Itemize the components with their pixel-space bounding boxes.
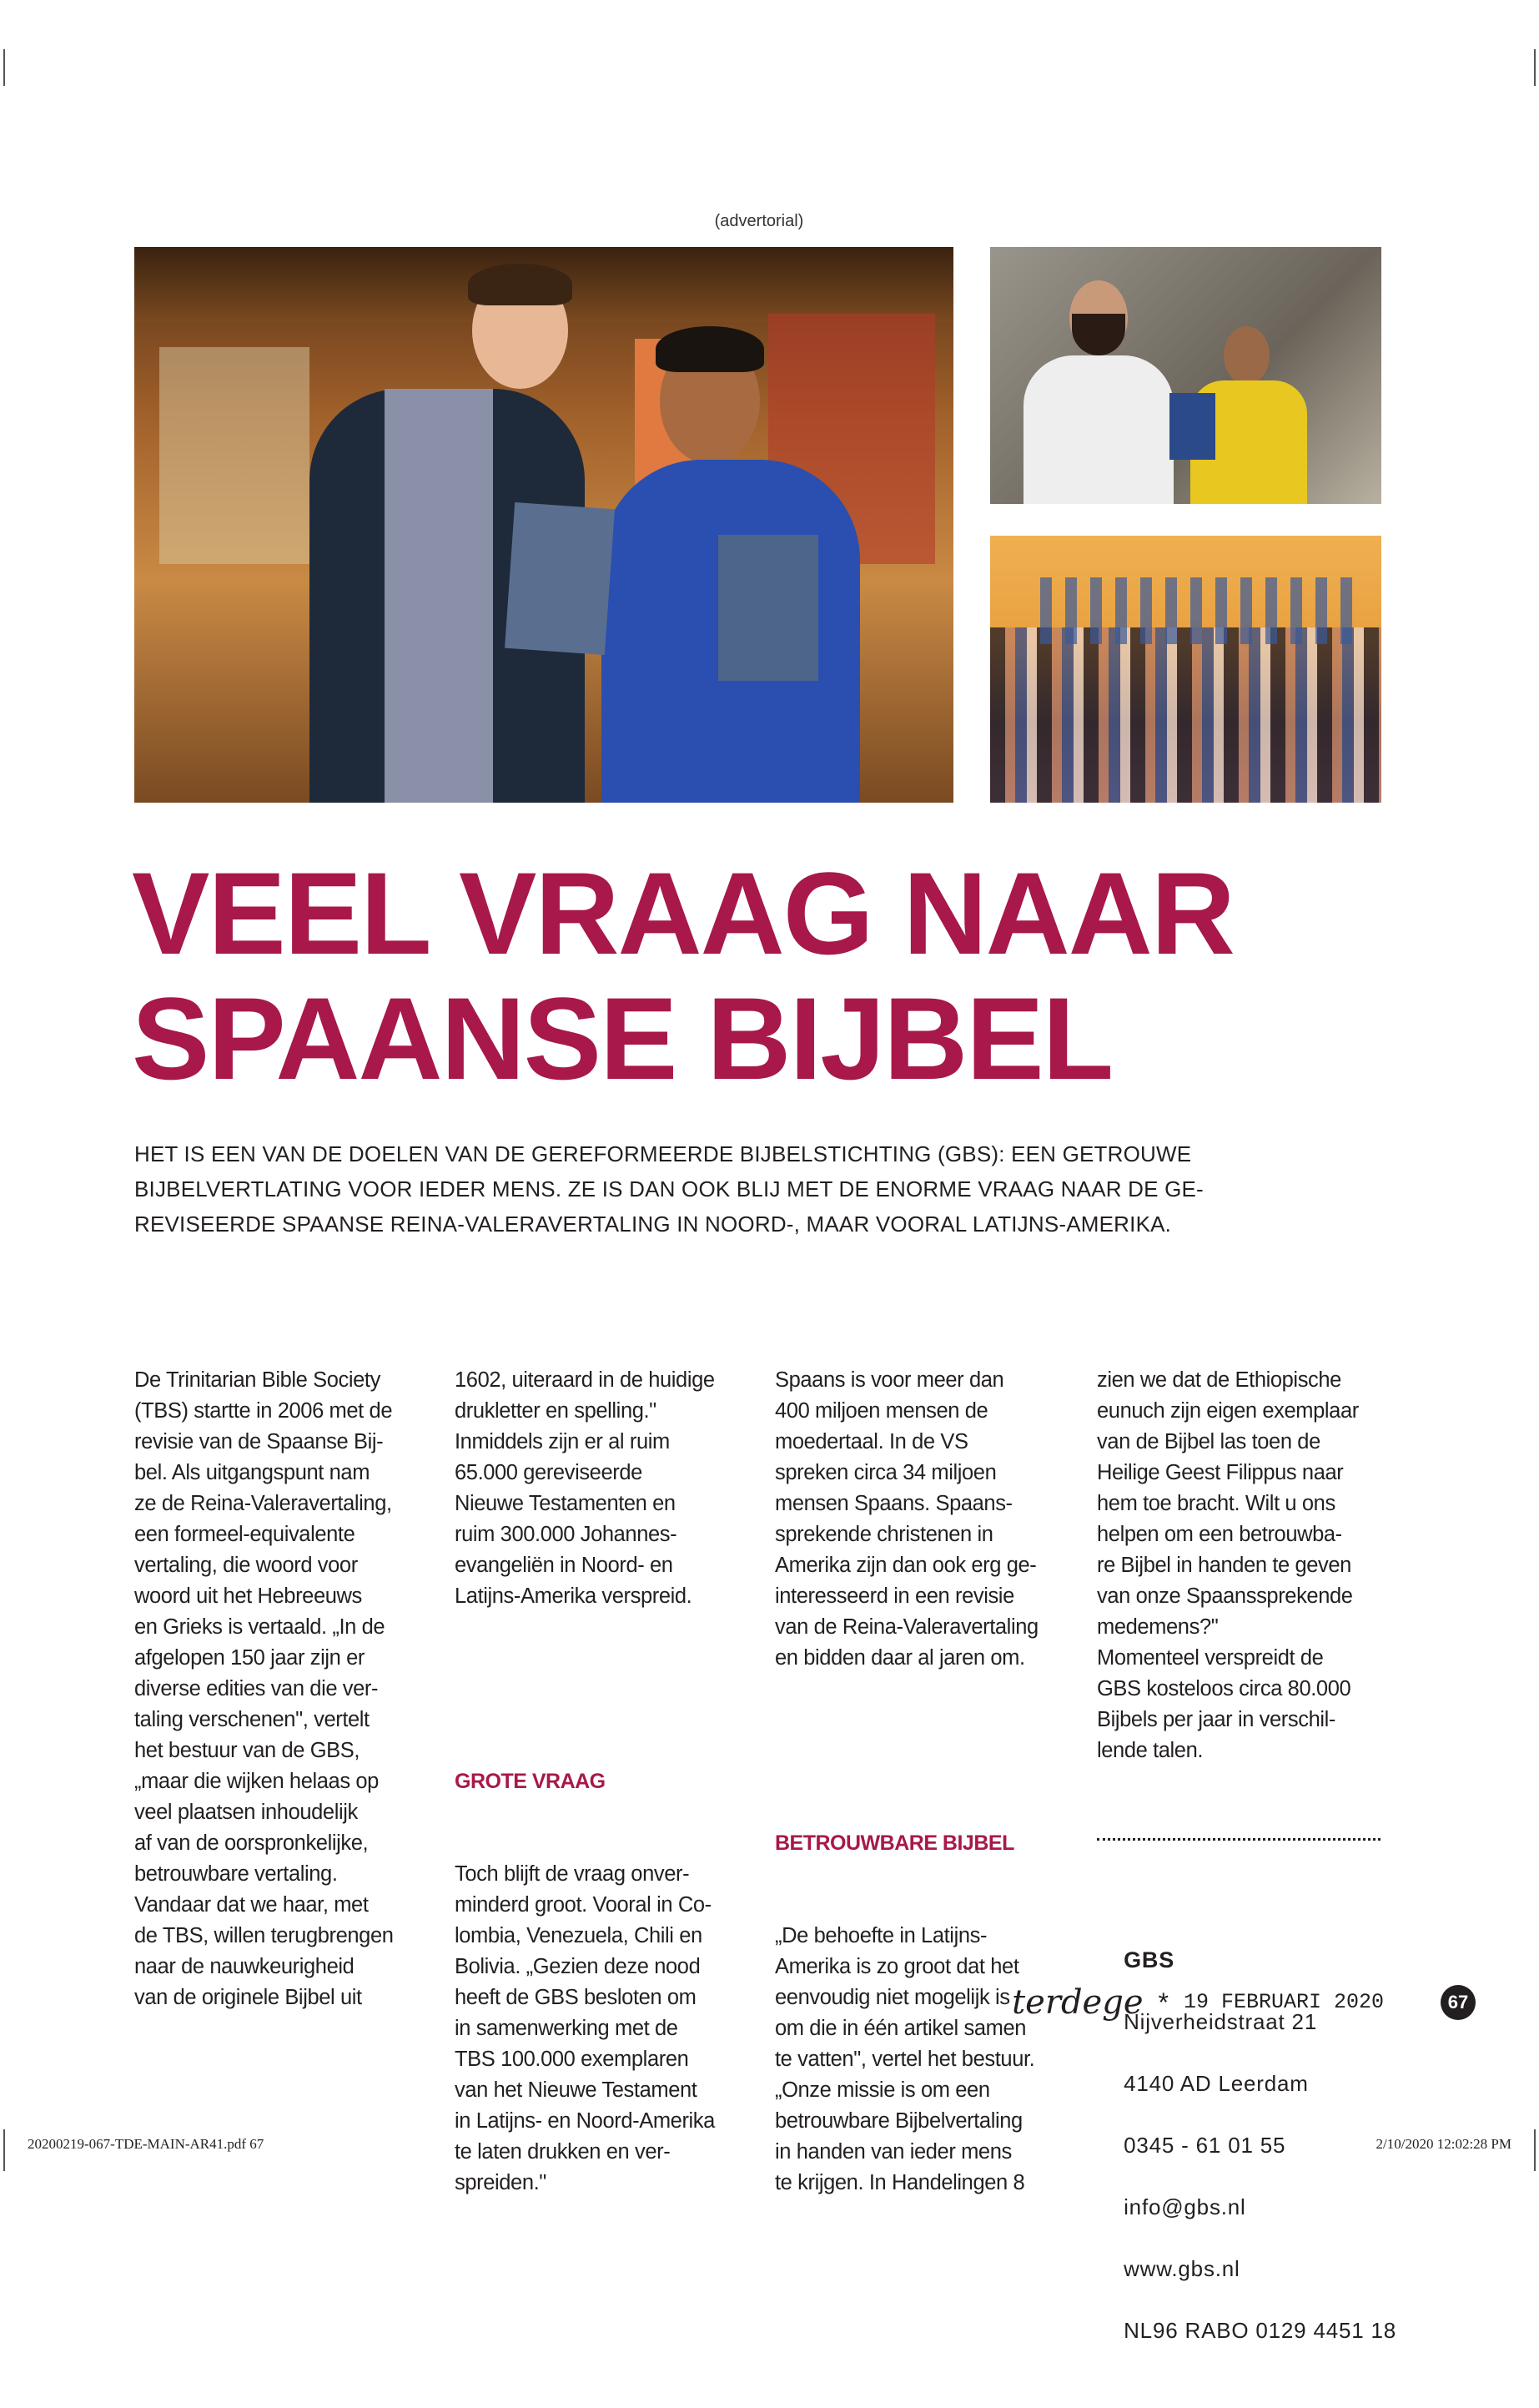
contact-city: 4140 AD Leerdam bbox=[1124, 2071, 1309, 2096]
print-slug-filename: 20200219-067-TDE-MAIN-AR41.pdf 67 bbox=[28, 2136, 264, 2152]
print-slug-timestamp: 2/10/2020 12:02:28 PM bbox=[1376, 2136, 1511, 2152]
crop-mark bbox=[1534, 2129, 1536, 2171]
article-intro: HET IS EEN VAN DE DOELEN VAN DE GEREFORMEERDE BIJBELSTICHTING (GBS): EEN GETROUWE BIJBELVERTLATING VOOR IEDER MENS. ZE IS DAN OOK BLIJ MET DE ENORME VRAAG NAAR DE GE- REVISEERDE SPAANSE REINA-VALERAVERTALING IN NOORD-, MAAR VOORAL LATIJNS-AMERIKA. bbox=[134, 1141, 1204, 1237]
contact-phone: 0345 - 61 01 55 bbox=[1124, 2133, 1286, 2158]
paragraph: zien we dat de Ethiopische eunuch zijn eigen exemplaar van de Bijbel las toen de Heilige Geest Filippus naar hem toe bracht. Wilt u ons helpen om een betrouwba- re Bijbel in handen te geven van onze Spaanssprekende medemens?" Momenteel verspreidt de GBS kosteloos circa 80.000 Bijbels per jaar in verschil- lende talen. bbox=[1097, 1368, 1359, 1762]
dotted-divider bbox=[1097, 1838, 1381, 1841]
magazine-logo: terdege bbox=[1012, 1983, 1144, 2022]
paragraph: „De behoefte in Latijns- Amerika is zo groot dat het eenvoudig niet mogelijk is om die in één artikel samen te vatten", vertel het bestuur. „Onze missie is om een betrouwbare Bijbelvertaling in handen van ieder mens te krijgen. In Handelingen 8 bbox=[775, 1924, 1035, 2194]
contact-iban: NL96 RABO 0129 4451 18 bbox=[1124, 2318, 1397, 2343]
column-1 bbox=[134, 1303, 435, 2044]
subheading-betrouwbare-bijbel: BETROUWBARE BIJBEL bbox=[775, 1831, 1014, 1855]
asterisk-icon: * bbox=[1158, 1987, 1169, 2018]
column-4 bbox=[1097, 1303, 1397, 2408]
photo-group-with-bibles bbox=[990, 536, 1381, 803]
crop-mark bbox=[1534, 49, 1536, 86]
photo-two-men bbox=[990, 247, 1381, 504]
column-2 bbox=[455, 1303, 755, 2229]
paragraph: 1602, uiteraard in de huidige drukletter en spelling." Inmiddels zijn er al ruim 65.000 gereviseerde Nieuwe Testamenten en ruim 300.000 Johannes- evangeliën in Noord- en Latijns-Amerika verspreid. bbox=[455, 1368, 715, 1608]
main-photo bbox=[134, 247, 953, 803]
column-3 bbox=[775, 1303, 1075, 2229]
paragraph: De Trinitarian Bible Society (TBS) startte in 2006 met de revisie van de Spaanse Bij- bel. Als uitgangspunt nam ze de Reina-Valeravertaling, een formeel-equivalente vertaling, die woord voor woord uit het Hebreeuws en Grieks is vertaald. „In de afgelopen 150 jaar zijn er diverse edities van die ver- taling verschenen", vertelt het bestuur van de GBS, „maar die wijken helaas op veel plaatsen inhoudelijk af van de oorspronkelijke, betrouwbare vertaling. Vandaar dat we haar, met de TBS, willen terugbrengen naar de nauwkeurigheid van de originele Bijbel uit bbox=[134, 1368, 394, 2009]
contact-street: Nijverheidstraat 21 bbox=[1124, 2009, 1318, 2034]
crop-mark bbox=[3, 2129, 5, 2171]
subheading-grote-vraag: GROTE VRAAG bbox=[455, 1770, 606, 1793]
paragraph: Spaans is voor meer dan 400 miljoen mensen de moedertaal. In de VS spreken circa 34 miljoen mensen Spaans. Spaans- sprekende christenen in Amerika zijn dan ook erg ge- interesseerd in een revisie van de Reina-Valeravertaling en bidden daar al jaren om. bbox=[775, 1368, 1039, 1670]
advertorial-label: (advertorial) bbox=[714, 212, 804, 230]
contact-email[interactable]: info@gbs.nl bbox=[1124, 2194, 1246, 2219]
page-number-badge: 67 bbox=[1441, 1985, 1476, 2020]
crop-mark bbox=[3, 49, 5, 86]
article-headline: VEEL VRAAG NAAR SPAANSE BIJBEL bbox=[132, 848, 1234, 1104]
paragraph: Toch blijft de vraag onver- minderd groot. Vooral in Co- lombia, Venezuela, Chili en Bolivia. „Gezien deze nood heeft de GBS besloten om in samenwerking met de TBS 100.000 exemplaren van het Nieuwe Testament in Latijns- en Noord-Amerika te laten drukken en ver- spreiden." bbox=[455, 1862, 715, 2194]
contact-website[interactable]: www.gbs.nl bbox=[1124, 2256, 1240, 2281]
contact-name: GBS bbox=[1124, 1947, 1175, 1972]
page-footer bbox=[1012, 1979, 1476, 2026]
issue-date: 19 FEBRUARI 2020 bbox=[1183, 1990, 1384, 2014]
